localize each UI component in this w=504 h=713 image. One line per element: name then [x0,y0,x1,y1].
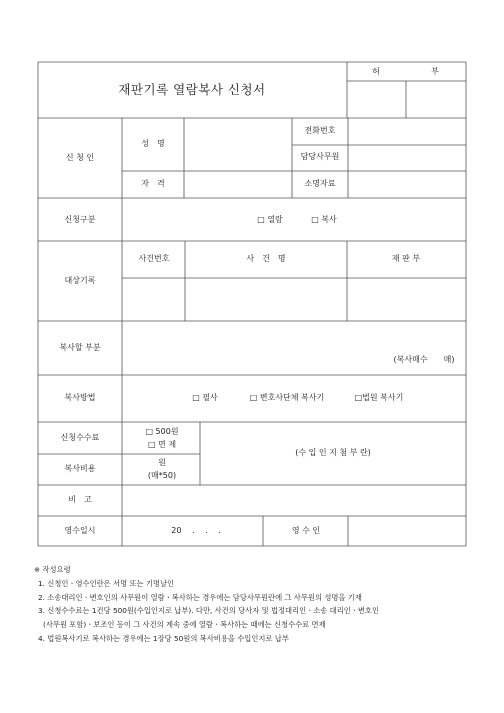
copy-count-label: (복사매수 매) [393,355,455,364]
qualification-label: 자 격 [141,179,165,188]
fee-500-checkbox[interactable]: □ 500원 [145,427,179,436]
receipt-date-label: 영수일시 [64,526,96,535]
affiliation-field[interactable] [348,171,466,198]
instruction-item: 2. 소송대리인ㆍ변호인의 사무원이 열람ㆍ복사하는 경우에는 담당사무원란에 그 사무원의 성명을 기재 [38,592,362,602]
receiver-label: 영 수 인 [291,526,321,535]
phone-field[interactable] [348,118,466,145]
instruction-item: 4. 법원복사기로 복사하는 경우에는 1장당 50원의 복사비용을 수입인지로 납부 [38,633,289,643]
fee-label: 신청수수료 [60,433,100,442]
request-type-label: 신청구분 [64,215,96,224]
name-field[interactable] [184,118,292,171]
applicant-label: 신 청 인 [65,153,95,162]
request-type-view-checkbox[interactable]: □ 열람 [257,215,283,224]
copy-method-bar-copier-checkbox[interactable]: □ 변호사단체 복사기 [249,393,325,402]
receiver-signature-field[interactable] [348,516,466,546]
instruction-item: 1. 신청인ㆍ영수인란은 서명 또는 기명날인 [38,578,175,588]
court-header: 재 판 부 [391,254,421,263]
copy-part-field[interactable] [122,321,466,375]
case-number-field[interactable] [122,278,185,321]
fee-exempt-checkbox[interactable]: □ 면 제 [147,440,177,449]
approval-label-deny: 부 [431,67,439,76]
case-number-header: 사건번호 [138,254,170,263]
receipt-date-value[interactable]: 20 . . . [171,526,221,535]
remarks-label: 비 고 [68,495,92,504]
phone-label: 전화번호 [304,126,336,135]
remarks-field[interactable] [122,485,466,516]
instruction-item-continued: (사무원 포함)ㆍ보조인 등이 그 사건의 계속 중에 열람ㆍ복사하는 때에는 신청수수료 면제 [43,620,326,630]
instructions [34,563,379,646]
copy-method-handwrite-checkbox[interactable]: □ 필사 [192,393,218,402]
approval-deny-box[interactable] [406,81,466,118]
affiliation-label: 소명자료 [304,179,336,188]
request-type-copy-checkbox[interactable]: □ 복사 [311,215,337,224]
instructions-heading: ※ 작성요령 [34,565,71,574]
clerk-field[interactable] [348,145,466,171]
court-field[interactable] [347,278,466,321]
approval-label-permit: 허 [372,67,380,76]
copy-part-label: 복사할 부분 [59,343,101,352]
clerk-label: 담당사무원 [300,152,340,161]
case-name-header: 사 건 명 [246,254,286,263]
copy-cost-rate: (매*50) [147,471,177,480]
copy-cost-label: 복사비용 [64,464,96,473]
copy-method-label: 복사방법 [64,393,96,402]
qualification-field[interactable] [184,171,292,198]
form-title: 재판기록 열람복사 신청서 [118,81,266,97]
instruction-item: 3. 신청수수료는 1건당 500원(수입인지로 납부). 다만, 사건의 당사자 및 법정대리인ㆍ소송 대리인ㆍ변호인 [38,606,380,616]
target-records-label: 대상기록 [64,276,96,285]
revenue-stamp-area: (수 입 인 지 첨 부 란) [295,448,371,457]
copy-cost-unit: 원 [158,458,166,467]
case-name-field[interactable] [185,278,347,321]
approval-permit-box[interactable] [347,81,406,118]
copy-method-court-copier-checkbox[interactable]: □법원 복사기 [354,393,404,402]
name-label: 성 명 [141,139,165,148]
